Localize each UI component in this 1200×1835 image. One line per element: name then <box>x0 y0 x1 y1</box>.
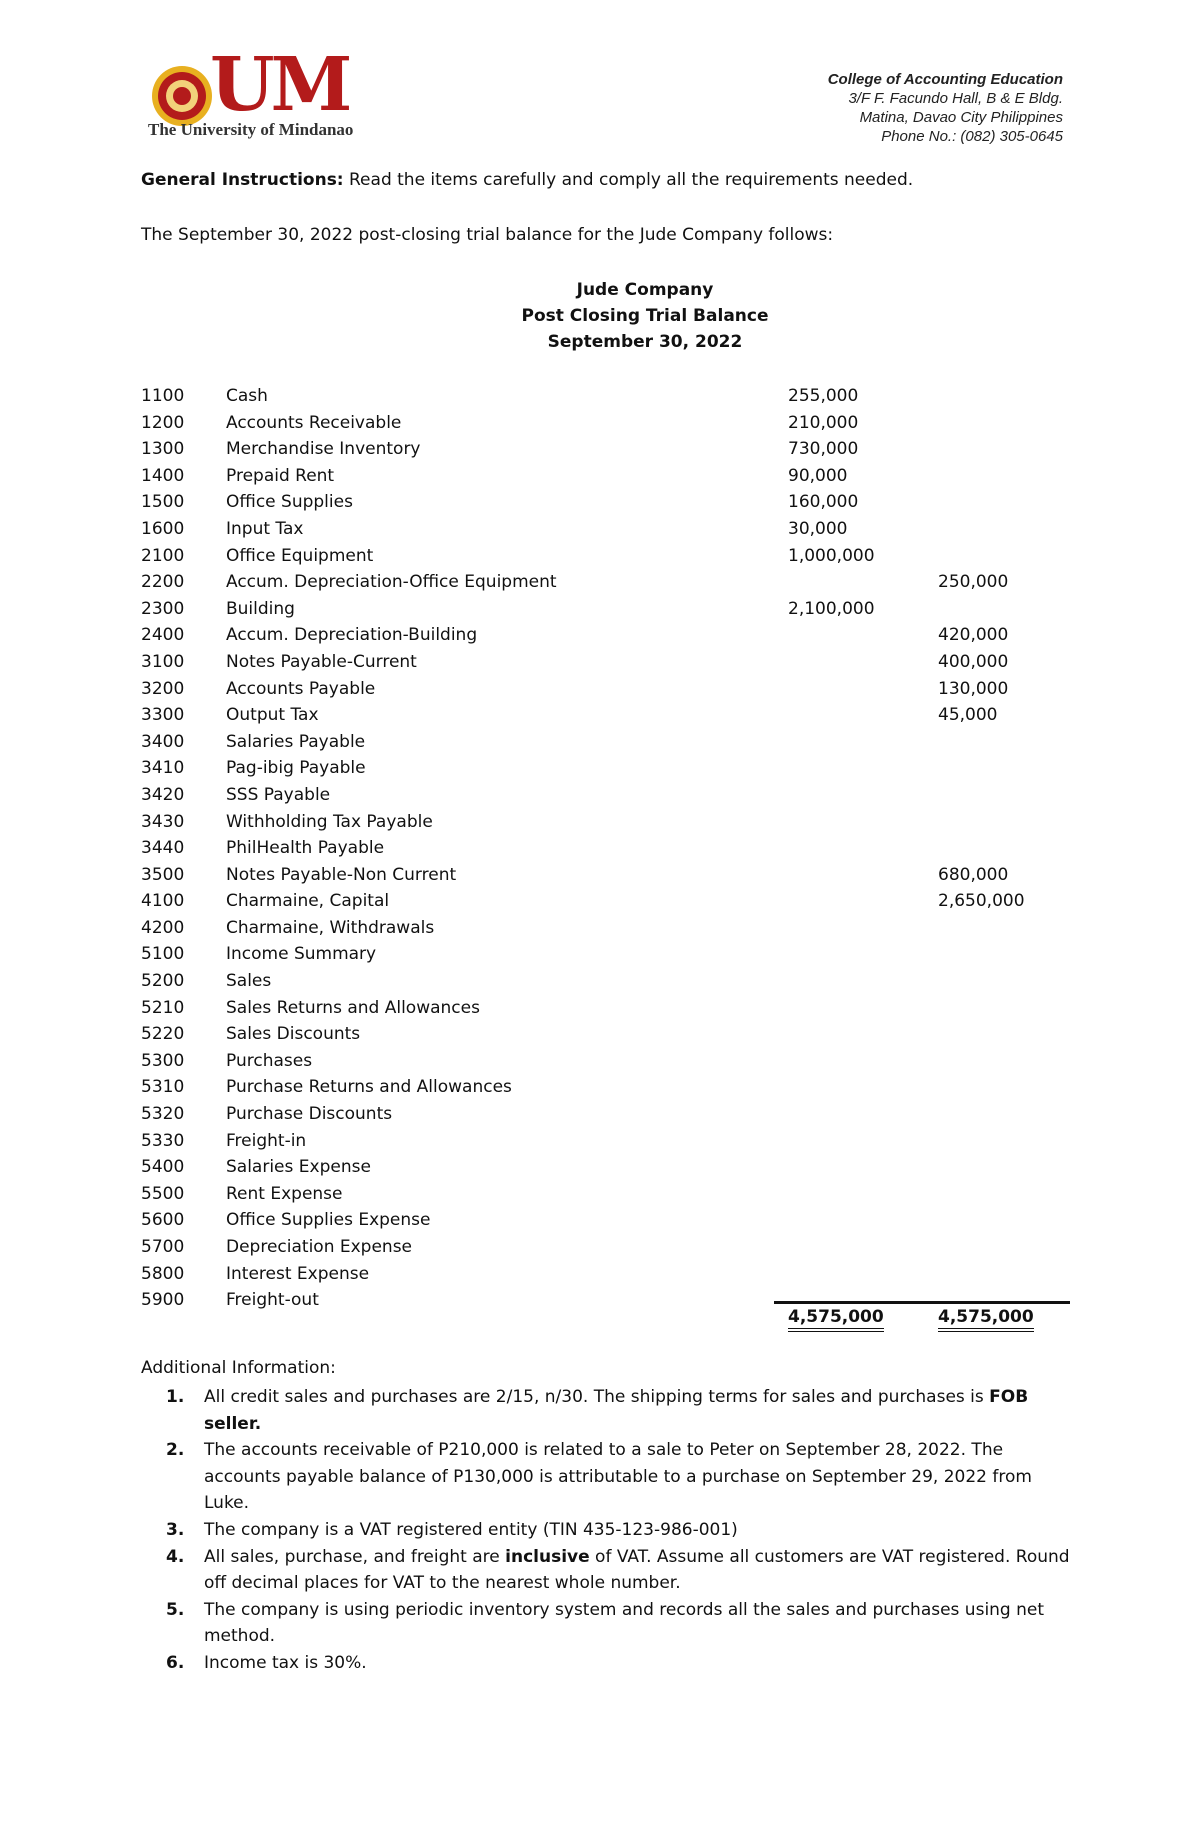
list-item <box>166 1437 1071 1517</box>
report-company: Jude Company <box>576 280 714 300</box>
table-row <box>141 835 1071 862</box>
university-seal-icon <box>146 64 220 128</box>
account-name: Cash <box>226 386 268 406</box>
list-item-number: 5. <box>166 1599 185 1620</box>
debit-amount: 90,000 <box>788 465 848 486</box>
credit-amount: 2,650,000 <box>938 891 1025 912</box>
account-name: PhilHealth Payable <box>226 838 385 859</box>
account-name: Accum. Depreciation-Building <box>226 625 478 646</box>
list-item-number: 2. <box>166 1440 185 1461</box>
account-code: 1600 <box>141 518 185 539</box>
table-row <box>141 809 1071 836</box>
account-name: Charmaine, Capital <box>226 891 390 912</box>
table-row <box>141 383 1071 410</box>
table-row <box>141 622 1071 649</box>
table-row <box>141 516 1071 543</box>
account-code: 5600 <box>141 1210 185 1231</box>
table-row <box>141 1207 1071 1234</box>
table-row <box>141 1261 1071 1288</box>
account-name: Sales <box>226 971 272 992</box>
college-address-block <box>828 70 1063 146</box>
table-row <box>141 1181 1071 1208</box>
table-row <box>141 489 1071 516</box>
list-item-text: All credit sales and purchases are 2/15, n/30. The shipping terms for sales and purchases is FOB seller. <box>204 1387 1029 1434</box>
account-code: 5900 <box>141 1290 185 1311</box>
credit-amount: 420,000 <box>938 625 1009 646</box>
debit-amount: 1,000,000 <box>788 545 875 566</box>
table-row <box>141 755 1071 782</box>
debit-amount: 210,000 <box>788 412 859 433</box>
account-name: Prepaid Rent <box>226 465 335 486</box>
credit-amount: 400,000 <box>938 651 1009 672</box>
phone-number: Phone No.: (082) 305-0645 <box>881 128 1063 145</box>
account-code: 3400 <box>141 731 185 752</box>
table-row <box>141 729 1071 756</box>
account-code: 1100 <box>141 386 185 406</box>
list-item <box>166 1517 1071 1544</box>
account-code: 5200 <box>141 971 185 992</box>
account-name: Input Tax <box>226 518 304 539</box>
account-code: 3410 <box>141 758 185 779</box>
list-item <box>166 1650 1071 1677</box>
table-row <box>141 941 1071 968</box>
account-name: Building <box>226 598 295 619</box>
account-name: Sales Returns and Allowances <box>226 997 480 1018</box>
account-name: Notes Payable-Non Current <box>226 864 457 885</box>
credit-amount: 130,000 <box>938 678 1009 699</box>
list-item-number: 3. <box>166 1519 185 1540</box>
general-instructions <box>141 170 913 190</box>
debit-amount: 160,000 <box>788 492 859 513</box>
list-item-text: All sales, purchase, and freight are inclusive of VAT. Assume all customers are VAT registered. Round off decimal places for VAT to the nearest whole number. <box>204 1546 1070 1594</box>
account-name: Salaries Payable <box>226 731 366 752</box>
account-code: 5300 <box>141 1050 185 1071</box>
account-name: Purchase Discounts <box>226 1104 393 1125</box>
credit-amount: 45,000 <box>938 705 998 726</box>
list-item <box>166 1384 1071 1437</box>
account-code: 3100 <box>141 651 185 672</box>
account-name: Rent Expense <box>226 1183 343 1204</box>
account-name: Withholding Tax Payable <box>226 811 433 832</box>
list-item <box>166 1544 1071 1597</box>
table-row <box>141 1074 1071 1101</box>
account-name: Accounts Receivable <box>226 412 402 433</box>
address-line-2: Matina, Davao City Philippines <box>859 109 1063 126</box>
list-item-number: 6. <box>166 1652 185 1673</box>
account-name: Freight-in <box>226 1130 307 1151</box>
logo-wordmark: UM <box>210 42 349 128</box>
account-code: 3430 <box>141 811 185 832</box>
account-code: 3300 <box>141 705 185 726</box>
account-code: 2300 <box>141 598 185 619</box>
report-title: Post Closing Trial Balance <box>521 306 769 326</box>
list-item-text: The company is using periodic inventory system and records all the sales and purchases using net method. <box>204 1599 1045 1647</box>
account-name: SSS Payable <box>226 784 331 805</box>
table-row <box>141 995 1071 1022</box>
table-row <box>141 1154 1071 1181</box>
additional-info-list <box>166 1384 1071 1677</box>
account-name: Merchandise Inventory <box>226 439 421 460</box>
account-name: Sales Discounts <box>226 1024 361 1045</box>
credit-amount: 680,000 <box>938 864 1009 885</box>
table-row <box>141 1128 1071 1155</box>
account-name: Purchase Returns and Allowances <box>226 1077 512 1098</box>
table-row <box>141 1021 1071 1048</box>
account-code: 3420 <box>141 784 185 805</box>
list-item-text: The company is a VAT registered entity (TIN 435-123-986-001) <box>204 1519 738 1540</box>
account-code: 3500 <box>141 864 185 885</box>
account-name: Output Tax <box>226 705 319 726</box>
instructions-text: Read the items carefully and comply all the requirements needed. <box>343 170 914 190</box>
table-row <box>141 649 1071 676</box>
table-row <box>141 888 1071 915</box>
report-date: September 30, 2022 <box>547 332 743 352</box>
account-code: 5800 <box>141 1263 185 1284</box>
table-row <box>141 436 1071 463</box>
account-code: 5320 <box>141 1104 185 1125</box>
table-row <box>141 915 1071 942</box>
account-code: 1200 <box>141 412 185 433</box>
intro-paragraph: The September 30, 2022 post-closing trial balance for the Jude Company follows: <box>141 225 834 245</box>
total-rule <box>774 1301 1070 1304</box>
account-code: 5310 <box>141 1077 185 1098</box>
table-row <box>141 968 1071 995</box>
account-name: Office Supplies Expense <box>226 1210 431 1231</box>
account-code: 1500 <box>141 492 185 513</box>
account-name: Pag-ibig Payable <box>226 758 366 779</box>
account-code: 5700 <box>141 1237 185 1257</box>
table-row <box>141 569 1071 596</box>
account-code: 5100 <box>141 944 185 965</box>
additional-info-title: Additional Information: <box>141 1358 336 1378</box>
list-item-text: The accounts receivable of P210,000 is related to a sale to Peter on September 28, 2022. The accounts payable balance of P130,000 is attributable to a purchase on September 29, 2022 from Luke. <box>204 1440 1032 1514</box>
university-logo <box>146 42 406 144</box>
address-line-1: 3/F F. Facundo Hall, B & E Bldg. <box>848 90 1063 107</box>
account-name: Accum. Depreciation-Office Equipment <box>226 572 557 593</box>
account-name: Notes Payable-Current <box>226 651 417 672</box>
table-row <box>141 463 1071 490</box>
trial-balance-table <box>141 383 1071 1314</box>
account-code: 4100 <box>141 891 185 912</box>
debit-amount: 255,000 <box>788 386 859 406</box>
account-code: 2400 <box>141 625 185 646</box>
table-row <box>141 596 1071 623</box>
account-code: 3440 <box>141 838 185 859</box>
table-row <box>141 1101 1071 1128</box>
account-code: 5210 <box>141 997 185 1018</box>
table-row <box>141 410 1071 437</box>
credit-amount: 250,000 <box>938 572 1009 593</box>
account-code: 1400 <box>141 465 185 486</box>
college-name: College of Accounting Education <box>827 71 1063 88</box>
account-code: 5220 <box>141 1024 185 1045</box>
account-code: 3200 <box>141 678 185 699</box>
table-row <box>141 543 1071 570</box>
debit-amount: 2,100,000 <box>788 598 875 619</box>
account-name: Interest Expense <box>226 1263 370 1284</box>
account-name: Purchases <box>226 1050 313 1071</box>
account-code: 5400 <box>141 1157 185 1178</box>
account-code: 2100 <box>141 545 185 566</box>
total-credit: 4,575,000 <box>938 1307 1034 1332</box>
instructions-label: General Instructions: <box>141 170 344 190</box>
debit-amount: 30,000 <box>788 518 848 539</box>
table-row <box>141 1234 1071 1261</box>
total-debit: 4,575,000 <box>788 1307 884 1332</box>
account-code: 1300 <box>141 439 185 460</box>
account-name: Depreciation Expense <box>226 1237 413 1257</box>
table-row <box>141 782 1071 809</box>
account-code: 2200 <box>141 572 185 593</box>
table-row <box>141 1048 1071 1075</box>
list-item-text: Income tax is 30%. <box>204 1652 367 1673</box>
account-name: Office Equipment <box>226 545 374 566</box>
list-item <box>166 1597 1071 1650</box>
university-name: The University of Mindanao <box>148 120 354 139</box>
list-item-number: 1. <box>166 1387 185 1407</box>
account-name: Salaries Expense <box>226 1157 371 1178</box>
table-row <box>141 676 1071 703</box>
account-name: Accounts Payable <box>226 678 376 699</box>
account-name: Freight-out <box>226 1290 319 1311</box>
list-item-number: 4. <box>166 1546 185 1567</box>
account-name: Income Summary <box>226 944 377 965</box>
table-row <box>141 862 1071 889</box>
account-code: 4200 <box>141 917 185 938</box>
account-name: Charmaine, Withdrawals <box>226 917 435 938</box>
table-row <box>141 702 1071 729</box>
account-code: 5330 <box>141 1130 185 1151</box>
account-name: Office Supplies <box>226 492 353 513</box>
account-code: 5500 <box>141 1183 185 1204</box>
debit-amount: 730,000 <box>788 439 859 460</box>
